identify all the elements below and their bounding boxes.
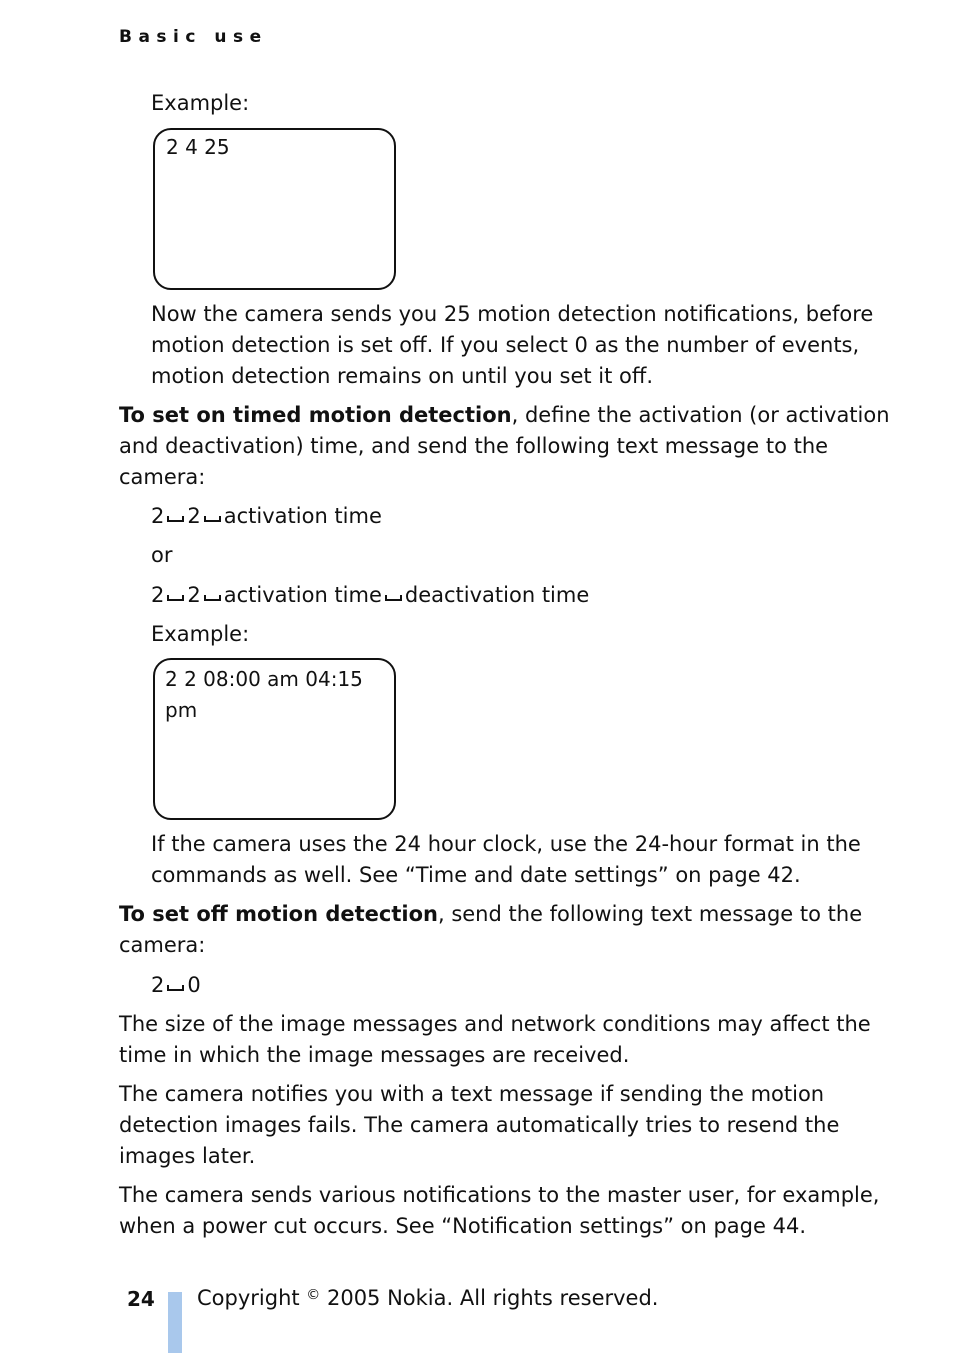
command-part: 2 — [187, 504, 201, 528]
space-symbol-icon — [167, 595, 184, 601]
or-label: or — [151, 543, 173, 567]
space-symbol-icon — [385, 595, 402, 601]
command-line — [151, 580, 589, 611]
command-part: activation time — [223, 504, 382, 528]
copyright-symbol: © — [306, 1287, 321, 1303]
bold-heading-text: To set off motion detection — [119, 902, 438, 926]
space-symbol-icon — [204, 595, 221, 601]
paragraph-line: time in which the image messages are received. — [119, 1043, 630, 1067]
space-symbol-icon — [167, 516, 184, 522]
command-part: 2 — [151, 973, 165, 997]
space-symbol-icon — [167, 985, 184, 991]
command-line — [151, 501, 382, 532]
paragraph-line — [119, 899, 862, 930]
phone-screen-example — [153, 658, 396, 820]
copyright-prefix: Copyright — [197, 1286, 307, 1310]
paragraph-line: images later. — [119, 1144, 256, 1168]
screen-text-line: 2 2 08:00 am 04:15 — [165, 667, 363, 691]
paragraph-line: motion detection is set off. If you select 0 as the number of events, — [151, 333, 860, 357]
command-line — [151, 970, 201, 1001]
copyright-notice — [197, 1286, 658, 1310]
command-part: deactivation time — [404, 583, 590, 607]
paragraph-line — [119, 400, 890, 431]
paragraph-line: detection images fails. The camera automatically tries to resend the — [119, 1113, 840, 1137]
bold-heading-text: To set on timed motion detection — [119, 403, 512, 427]
space-symbol-icon — [204, 516, 221, 522]
paragraph-line: camera: — [119, 933, 206, 957]
paragraph-line: The camera notifies you with a text message if sending the motion — [119, 1082, 825, 1106]
paragraph-line: The camera sends various notifications to the master user, for example, — [119, 1183, 880, 1207]
command-part: 2 — [151, 504, 165, 528]
command-part: 0 — [187, 973, 201, 997]
paragraph-line: camera: — [119, 465, 206, 489]
screen-text-line: 2 4 25 — [166, 135, 230, 159]
paragraph-line: commands as well. See “Time and date settings” on page 42. — [151, 863, 801, 887]
section-header: Basic use — [119, 27, 268, 47]
paragraph-line: Now the camera sends you 25 motion detection notifications, before — [151, 302, 874, 326]
paragraph-line: and deactivation) time, and send the following text message to the — [119, 434, 829, 458]
paragraph-text: , send the following text message to the — [437, 902, 863, 926]
command-part: 2 — [187, 583, 201, 607]
screen-text-line: pm — [165, 698, 198, 722]
command-part: 2 — [151, 583, 165, 607]
command-part: activation time — [223, 583, 382, 607]
paragraph-line: motion detection remains on until you set it off. — [151, 364, 654, 388]
paragraph-line: The size of the image messages and network conditions may affect the — [119, 1012, 871, 1036]
footer-accent-bar — [168, 1292, 182, 1353]
example-label: Example: — [151, 622, 250, 646]
paragraph-line: when a power cut occurs. See “Notification settings” on page 44. — [119, 1214, 807, 1238]
copyright-text: 2005 Nokia. All rights reserved. — [320, 1286, 659, 1310]
phone-screen-example — [153, 128, 396, 290]
paragraph-line: If the camera uses the 24 hour clock, use the 24-hour format in the — [151, 832, 861, 856]
page-number: 24 — [127, 1287, 155, 1311]
example-label: Example: — [151, 91, 250, 115]
paragraph-text: , define the activation (or activation — [511, 403, 890, 427]
